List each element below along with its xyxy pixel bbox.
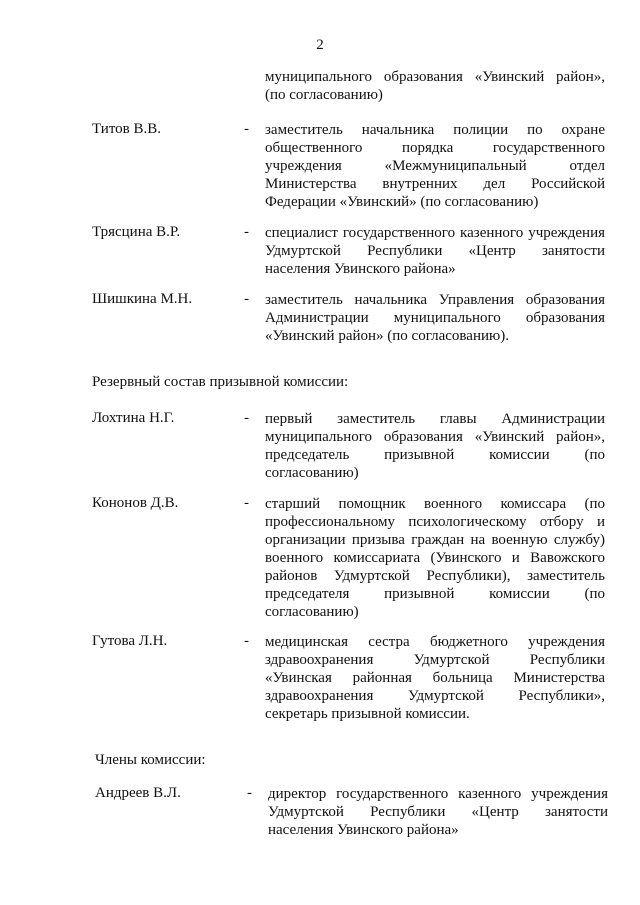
text-line: военного комиссариата (Увинского и Вавожского	[265, 550, 605, 566]
text-line: Администрации муниципального образования	[265, 310, 605, 326]
text-line: Федерации «Увинский» (по согласованию)	[265, 194, 539, 210]
text-line: организации призыва граждан на военную службу)	[265, 532, 605, 548]
text-line: директор государственного казенного учреждения	[268, 786, 608, 802]
person-role	[265, 495, 605, 621]
text-line: «Увинский район» (по согласованию).	[265, 328, 509, 344]
text-line: председателя призывной комиссии (по	[265, 586, 605, 602]
text-line: заместитель начальника полиции по охране	[265, 122, 605, 138]
person-role	[265, 633, 605, 723]
person-role	[265, 121, 605, 211]
person-role	[265, 224, 605, 278]
dash-separator: -	[244, 410, 249, 426]
text-line: согласованию)	[265, 465, 359, 481]
section-title-members: Члены комиссии:	[95, 752, 206, 768]
text-line: муниципального образования «Увинский район»,	[265, 429, 605, 445]
page-number: 2	[316, 37, 324, 53]
dash-separator: -	[244, 291, 249, 307]
person-role	[268, 785, 608, 839]
person-name: Шишкина М.Н.	[92, 291, 193, 307]
person-name: Андреев В.Л.	[95, 785, 181, 801]
text-line: председатель призывной комиссии (по	[265, 447, 605, 463]
person-name: Кононов Д.В.	[92, 495, 179, 511]
dash-separator: -	[244, 495, 249, 511]
text-line: Министерства внутренних дел Российской	[265, 176, 605, 192]
text-line: населения Увинского района»	[265, 261, 456, 277]
text-line: заместитель начальника Управления образования	[265, 292, 605, 308]
text-line: Удмуртской Республики «Центр занятости	[265, 243, 605, 259]
section-title-reserve: Резервный состав призывной комиссии:	[92, 374, 349, 390]
text-line: населения Увинского района»	[268, 822, 459, 838]
person-name: Титов В.В.	[92, 121, 162, 137]
person-name: Гутова Л.Н.	[92, 633, 168, 649]
text-line: старший помощник военного комиссара (по	[265, 496, 605, 512]
person-role	[265, 410, 605, 482]
text-line: секретарь призывной комиссии.	[265, 706, 470, 722]
text-line: районов Удмуртской Республики), заместитель	[265, 568, 605, 584]
dash-separator: -	[247, 785, 252, 801]
text-line: муниципального образования «Увинский район»,	[265, 69, 605, 85]
continuation-text	[265, 68, 605, 104]
text-line: профессиональному психологическому отбору и	[265, 514, 605, 530]
text-line: Удмуртской Республики «Центр занятости	[268, 804, 608, 820]
text-line: учреждения «Межмуниципальный отдел	[265, 158, 605, 174]
text-line: медицинская сестра бюджетного учреждения	[265, 634, 605, 650]
dash-separator: -	[244, 121, 249, 137]
text-line: здравоохранения Удмуртской Республики	[265, 652, 605, 668]
text-line: общественного порядка государственного	[265, 140, 605, 156]
person-role	[265, 291, 605, 345]
text-line: специалист государственного казенного учреждения	[265, 225, 605, 241]
dash-separator: -	[244, 224, 249, 240]
text-line: здравоохранения Удмуртской Республики»,	[265, 688, 605, 704]
text-line: (по согласованию)	[265, 87, 383, 103]
person-name: Лохтина Н.Г.	[92, 410, 175, 426]
text-line: «Увинская районная больница Министерства	[265, 670, 605, 686]
person-name: Трясцина В.Р.	[92, 224, 181, 240]
dash-separator: -	[244, 633, 249, 649]
text-line: согласованию)	[265, 604, 359, 620]
text-line: первый заместитель главы Администрации	[265, 411, 605, 427]
